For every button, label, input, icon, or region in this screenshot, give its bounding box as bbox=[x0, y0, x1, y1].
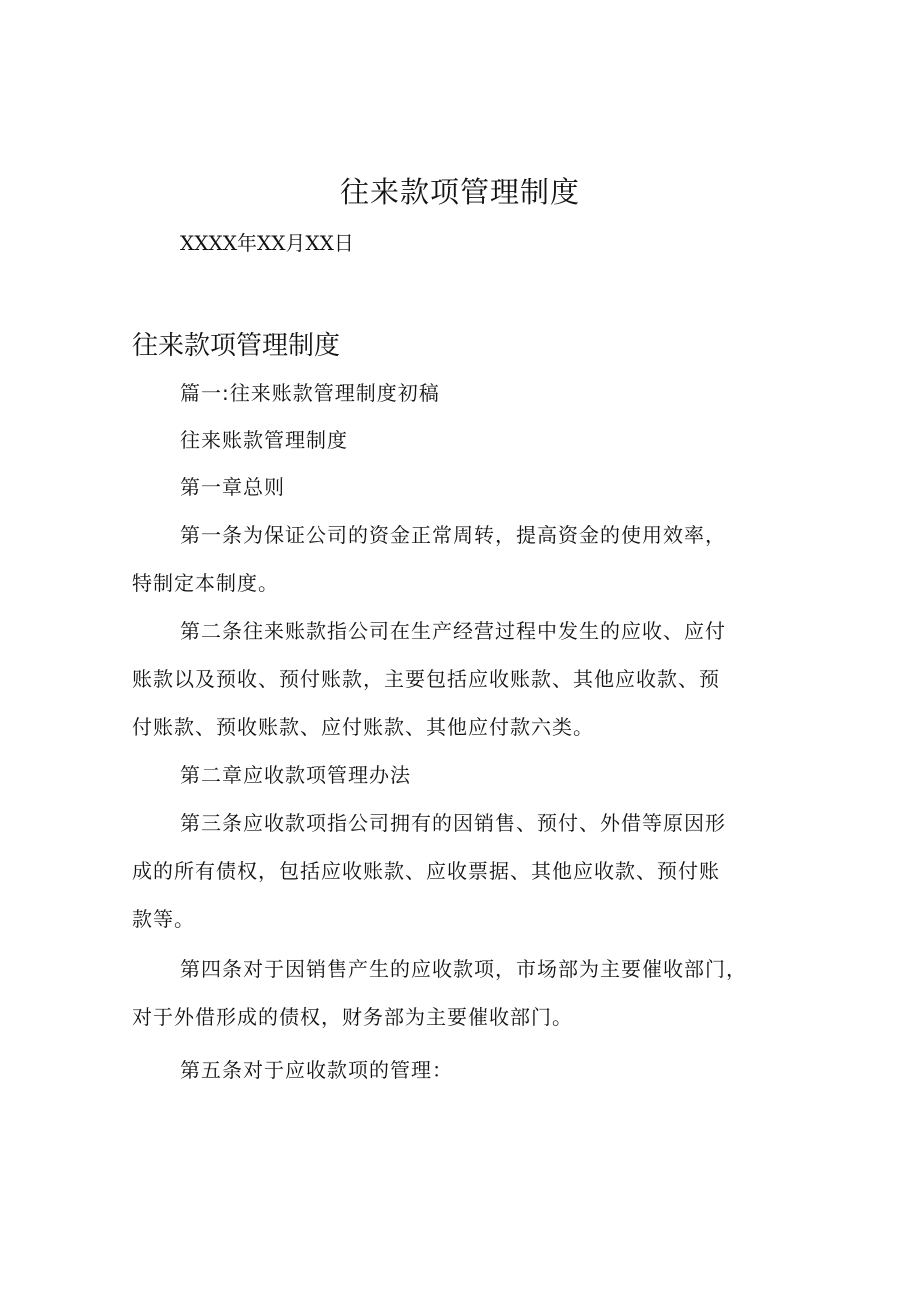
paragraph-line: 第五条对于应收款项的管理： bbox=[180, 1058, 453, 1082]
paragraph-line: 特制定本制度。 bbox=[132, 571, 279, 595]
paragraph-line: 第二章应收款项管理办法 bbox=[180, 763, 411, 787]
paragraph-line: 篇一:往来账款管理制度初稿 bbox=[180, 381, 440, 405]
paragraph-line: 第四条对于因销售产生的应收款项，市场部为主要催收部门， bbox=[180, 957, 747, 981]
document-title: 往来款项管理制度 bbox=[339, 175, 580, 209]
section-heading: 往来款项管理制度 bbox=[132, 331, 341, 361]
paragraph-line: 对于外借形成的债权，财务部为主要催收部门。 bbox=[132, 1005, 573, 1029]
paragraph-line: 账款以及预收、预付账款，主要包括应收账款、其他应收款、预 bbox=[132, 667, 720, 691]
paragraph-line: 第一章总则 bbox=[180, 475, 285, 499]
paragraph-line: 往来账款管理制度 bbox=[180, 428, 348, 452]
paragraph-line: 第三条应收款项指公司拥有的因销售、预付、外借等原因形 bbox=[180, 811, 726, 835]
paragraph-line: 款等。 bbox=[132, 907, 195, 931]
paragraph-line: 第一条为保证公司的资金正常周转，提高资金的使用效率， bbox=[180, 523, 726, 547]
paragraph-line: 付账款、预收账款、应付账款、其他应付款六类。 bbox=[132, 715, 594, 739]
document-date: XXXX年XX月XX日 bbox=[180, 231, 354, 255]
paragraph-line: 第二条往来账款指公司在生产经营过程中发生的应收、应付 bbox=[180, 619, 726, 643]
paragraph-line: 成的所有债权，包括应收账款、应收票据、其他应收款、预付账 bbox=[132, 859, 720, 883]
